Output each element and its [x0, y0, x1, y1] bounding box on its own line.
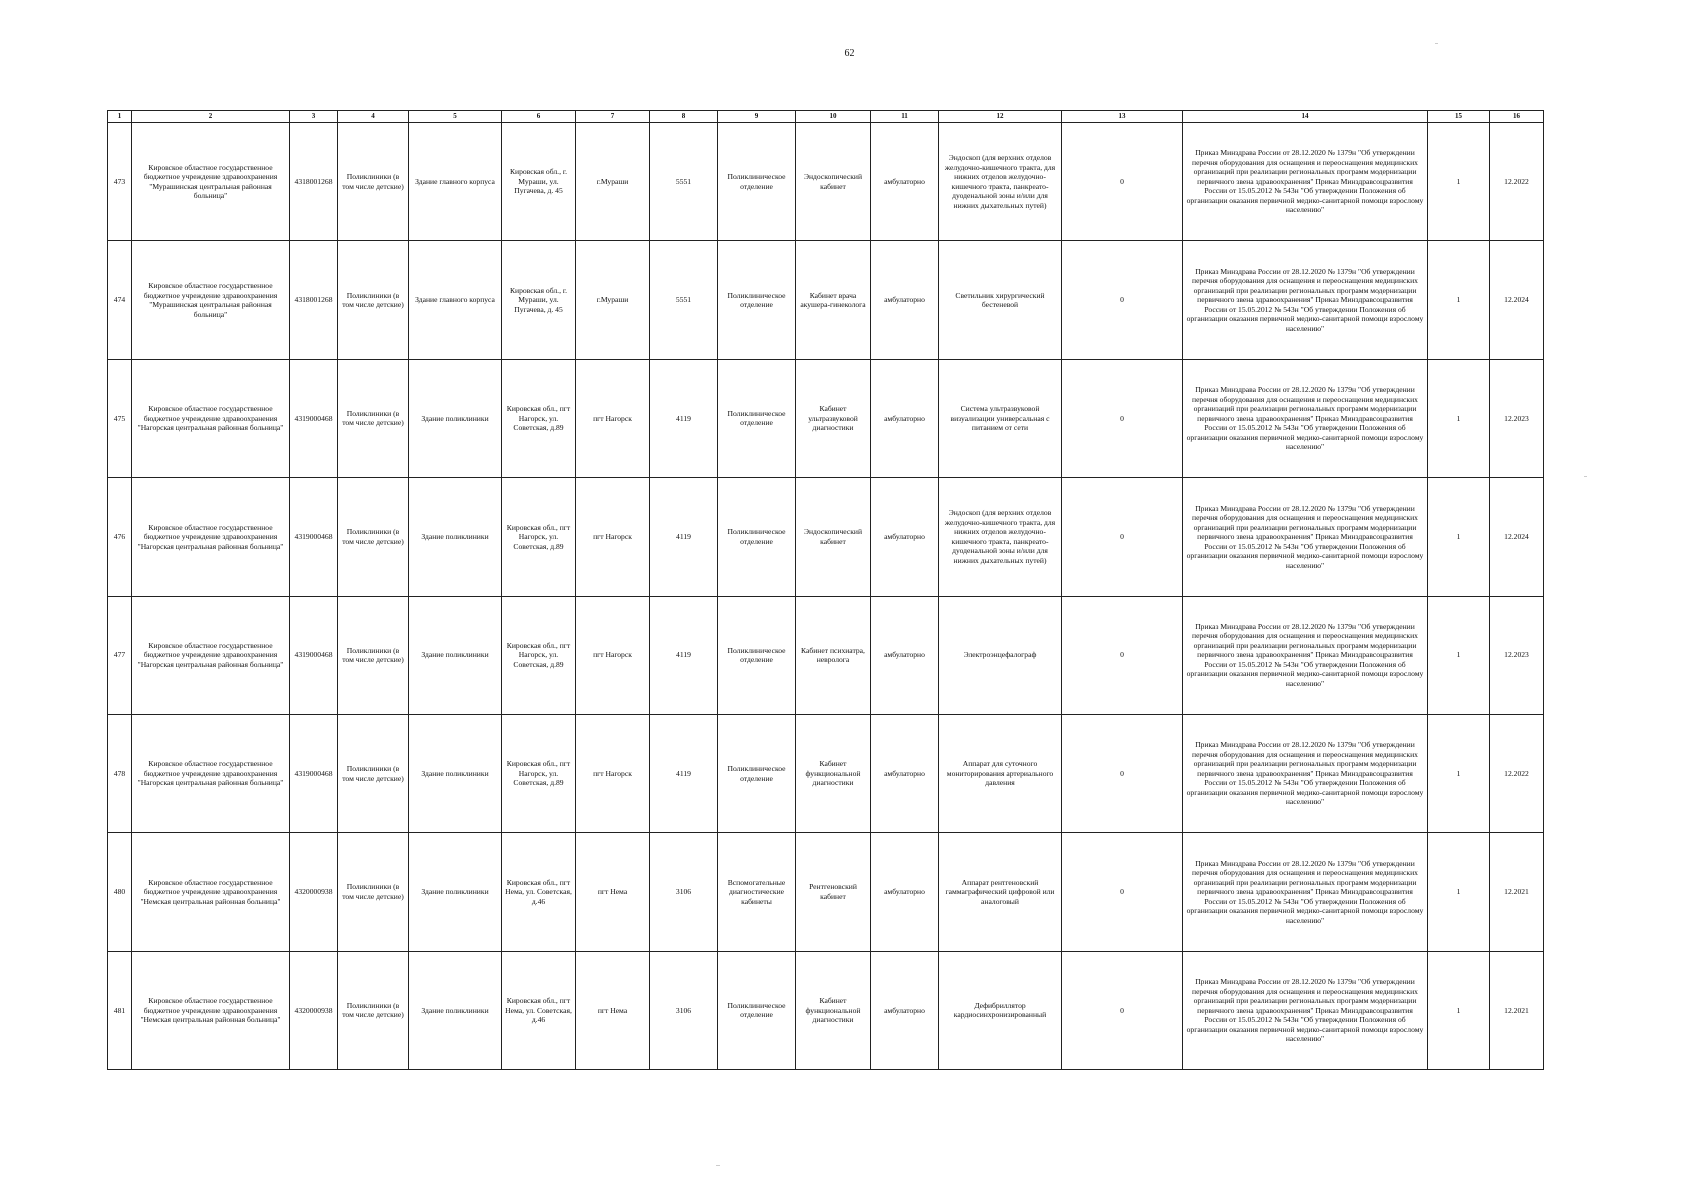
facility-type-cell: Поликлиники (в том числе детские) — [338, 123, 409, 241]
organization-name-cell: Кировское областное государственное бюджетное учреждение здравоохранения "Нагорская центральная районная больница" — [132, 478, 290, 596]
department-cell: Поликлиническое отделение — [718, 714, 796, 832]
equipment-name-cell: Система ультразвуковой визуализации универсальная с питанием от сети — [939, 359, 1062, 477]
inn-cell: 4320000938 — [290, 951, 338, 1069]
column-header-6: 6 — [502, 111, 576, 123]
equipment-name-cell: Эндоскоп (для верхних отделов желудочно-кишечного тракта, для нижних отделов желудочно-кишечного тракта, панкреато-дуоденальной зоны и/или для нижних дыхательных путей) — [939, 123, 1062, 241]
code-cell: 5551 — [650, 123, 718, 241]
count-cell: 1 — [1428, 951, 1490, 1069]
department-cell: Поликлиническое отделение — [718, 241, 796, 359]
scan-speck — [716, 1165, 720, 1166]
building-cell: Здание главного корпуса — [409, 123, 502, 241]
care-form-cell: амбулаторно — [871, 478, 939, 596]
quantity-cell: 0 — [1062, 714, 1183, 832]
equipment-name-cell: Аппарат для суточного мониторирования артериального давления — [939, 714, 1062, 832]
address-cell: Кировская обл., г. Мураши, ул. Пугачева, д. 45 — [502, 241, 576, 359]
care-form-cell: амбулаторно — [871, 241, 939, 359]
inn-cell: 4320000938 — [290, 833, 338, 951]
locality-cell: пгт Нагорск — [576, 478, 650, 596]
legal-basis-cell: Приказ Минздрава России от 28.12.2020 № 1379н "Об утверждении перечня оборудования для оснащения и переоснащения медицинских организаций при реализации региональных программ модернизации первичного звена здравоохранения" Приказ Минздравсоцразвития России от 15.05.2012 № 543н "Об утверждении Положения об организации оказания первичной медико-санитарной помощи взрослому населению" — [1183, 951, 1428, 1069]
legal-basis-cell: Приказ Минздрава России от 28.12.2020 № 1379н "Об утверждении перечня оборудования для оснащения и переоснащения медицинских организаций при реализации региональных программ модернизации первичного звена здравоохранения" Приказ Минздравсоцразвития России от 15.05.2012 № 543н "Об утверждении Положения об организации оказания первичной медико-санитарной помощи взрослому населению" — [1183, 123, 1428, 241]
count-cell: 1 — [1428, 596, 1490, 714]
table-row — [108, 596, 1544, 714]
equipment-register-table — [107, 110, 1544, 1070]
column-header-5: 5 — [409, 111, 502, 123]
equipment-name-cell: Эндоскоп (для верхних отделов желудочно-кишечного тракта, для нижних отделов желудочно-кишечного тракта, панкреато-дуоденальной зоны и/или для нижних дыхательных путей) — [939, 478, 1062, 596]
quantity-cell: 0 — [1062, 359, 1183, 477]
building-cell: Здание поликлиники — [409, 951, 502, 1069]
address-cell: Кировская обл., пгт Нагорск, ул. Советская, д.89 — [502, 359, 576, 477]
organization-name-cell: Кировское областное государственное бюджетное учреждение здравоохранения "Немская центральная районная больница" — [132, 833, 290, 951]
deadline-cell: 12.2022 — [1490, 714, 1544, 832]
quantity-cell: 0 — [1062, 833, 1183, 951]
table-row — [108, 951, 1544, 1069]
row-number-cell: 481 — [108, 951, 132, 1069]
row-number-cell: 478 — [108, 714, 132, 832]
code-cell: 4119 — [650, 596, 718, 714]
inn-cell: 4319000468 — [290, 596, 338, 714]
count-cell: 1 — [1428, 833, 1490, 951]
locality-cell: пгт Нема — [576, 833, 650, 951]
locality-cell: пгт Нагорск — [576, 714, 650, 832]
code-cell: 5551 — [650, 241, 718, 359]
building-cell: Здание поликлиники — [409, 359, 502, 477]
table-row — [108, 478, 1544, 596]
count-cell: 1 — [1428, 714, 1490, 832]
column-header-10: 10 — [796, 111, 871, 123]
deadline-cell: 12.2023 — [1490, 359, 1544, 477]
legal-basis-cell: Приказ Минздрава России от 28.12.2020 № 1379н "Об утверждении перечня оборудования для оснащения и переоснащения медицинских организаций при реализации региональных программ модернизации первичного звена здравоохранения" Приказ Минздравсоцразвития России от 15.05.2012 № 543н "Об утверждении Положения об организации оказания первичной медико-санитарной помощи взрослому населению" — [1183, 241, 1428, 359]
address-cell: Кировская обл., пгт Нагорск, ул. Советская, д.89 — [502, 596, 576, 714]
column-header-13: 13 — [1062, 111, 1183, 123]
facility-type-cell: Поликлиники (в том числе детские) — [338, 241, 409, 359]
cabinet-cell: Кабинет ультразвуковой диагностики — [796, 359, 871, 477]
column-header-1: 1 — [108, 111, 132, 123]
column-header-2: 2 — [132, 111, 290, 123]
legal-basis-cell: Приказ Минздрава России от 28.12.2020 № 1379н "Об утверждении перечня оборудования для оснащения и переоснащения медицинских организаций при реализации региональных программ модернизации первичного звена здравоохранения" Приказ Минздравсоцразвития России от 15.05.2012 № 543н "Об утверждении Положения об организации оказания первичной медико-санитарной помощи взрослому населению" — [1183, 833, 1428, 951]
count-cell: 1 — [1428, 359, 1490, 477]
locality-cell: пгт Нагорск — [576, 359, 650, 477]
facility-type-cell: Поликлиники (в том числе детские) — [338, 478, 409, 596]
legal-basis-cell: Приказ Минздрава России от 28.12.2020 № 1379н "Об утверждении перечня оборудования для оснащения и переоснащения медицинских организаций при реализации региональных программ модернизации первичного звена здравоохранения" Приказ Минздравсоцразвития России от 15.05.2012 № 543н "Об утверждении Положения об организации оказания первичной медико-санитарной помощи взрослому населению" — [1183, 596, 1428, 714]
care-form-cell: амбулаторно — [871, 596, 939, 714]
inn-cell: 4319000468 — [290, 714, 338, 832]
cabinet-cell: Кабинет врача акушера-гинеколога — [796, 241, 871, 359]
column-header-8: 8 — [650, 111, 718, 123]
building-cell: Здание поликлиники — [409, 478, 502, 596]
table-header-row — [108, 111, 1544, 123]
column-header-14: 14 — [1183, 111, 1428, 123]
building-cell: Здание поликлиники — [409, 714, 502, 832]
address-cell: Кировская обл., г. Мураши, ул. Пугачева, д. 45 — [502, 123, 576, 241]
department-cell: Поликлиническое отделение — [718, 596, 796, 714]
code-cell: 4119 — [650, 478, 718, 596]
care-form-cell: амбулаторно — [871, 951, 939, 1069]
row-number-cell: 473 — [108, 123, 132, 241]
cabinet-cell: Рентгеновский кабинет — [796, 833, 871, 951]
column-header-16: 16 — [1490, 111, 1544, 123]
care-form-cell: амбулаторно — [871, 123, 939, 241]
row-number-cell: 480 — [108, 833, 132, 951]
building-cell: Здание поликлиники — [409, 596, 502, 714]
quantity-cell: 0 — [1062, 241, 1183, 359]
organization-name-cell: Кировское областное государственное бюджетное учреждение здравоохранения "Нагорская центральная районная больница" — [132, 714, 290, 832]
legal-basis-cell: Приказ Минздрава России от 28.12.2020 № 1379н "Об утверждении перечня оборудования для оснащения и переоснащения медицинских организаций при реализации региональных программ модернизации первичного звена здравоохранения" Приказ Минздравсоцразвития России от 15.05.2012 № 543н "Об утверждении Положения об организации оказания первичной медико-санитарной помощи взрослому населению" — [1183, 714, 1428, 832]
facility-type-cell: Поликлиники (в том числе детские) — [338, 714, 409, 832]
facility-type-cell: Поликлиники (в том числе детские) — [338, 833, 409, 951]
equipment-name-cell: Аппарат рентгеновский гаммаграфический цифровой или аналоговый — [939, 833, 1062, 951]
address-cell: Кировская обл., пгт Нема, ул. Советская, д.46 — [502, 951, 576, 1069]
scan-speck — [1435, 43, 1438, 44]
cabinet-cell: Эндоскопический кабинет — [796, 478, 871, 596]
count-cell: 1 — [1428, 241, 1490, 359]
department-cell: Поликлиническое отделение — [718, 478, 796, 596]
organization-name-cell: Кировское областное государственное бюджетное учреждение здравоохранения "Нагорская центральная районная больница" — [132, 596, 290, 714]
column-header-4: 4 — [338, 111, 409, 123]
code-cell: 3106 — [650, 833, 718, 951]
page-number: 62 — [844, 48, 855, 59]
facility-type-cell: Поликлиники (в том числе детские) — [338, 596, 409, 714]
locality-cell: пгт Нема — [576, 951, 650, 1069]
deadline-cell: 12.2021 — [1490, 833, 1544, 951]
cabinet-cell: Кабинет функциональной диагностики — [796, 951, 871, 1069]
care-form-cell: амбулаторно — [871, 714, 939, 832]
inn-cell: 4319000468 — [290, 478, 338, 596]
column-header-3: 3 — [290, 111, 338, 123]
table-row — [108, 241, 1544, 359]
organization-name-cell: Кировское областное государственное бюджетное учреждение здравоохранения "Мурашинская центральная районная больница" — [132, 241, 290, 359]
column-header-12: 12 — [939, 111, 1062, 123]
count-cell: 1 — [1428, 123, 1490, 241]
column-header-11: 11 — [871, 111, 939, 123]
code-cell: 4119 — [650, 714, 718, 832]
building-cell: Здание главного корпуса — [409, 241, 502, 359]
quantity-cell: 0 — [1062, 478, 1183, 596]
table-row — [108, 833, 1544, 951]
cabinet-cell: Эндоскопический кабинет — [796, 123, 871, 241]
legal-basis-cell: Приказ Минздрава России от 28.12.2020 № 1379н "Об утверждении перечня оборудования для оснащения и переоснащения медицинских организаций при реализации региональных программ модернизации первичного звена здравоохранения" Приказ Минздравсоцразвития России от 15.05.2012 № 543н "Об утверждении Положения об организации оказания первичной медико-санитарной помощи взрослому населению" — [1183, 478, 1428, 596]
inn-cell: 4319000468 — [290, 359, 338, 477]
facility-type-cell: Поликлиники (в том числе детские) — [338, 359, 409, 477]
cabinet-cell: Кабинет функциональной диагностики — [796, 714, 871, 832]
legal-basis-cell: Приказ Минздрава России от 28.12.2020 № 1379н "Об утверждении перечня оборудования для оснащения и переоснащения медицинских организаций при реализации региональных программ модернизации первичного звена здравоохранения" Приказ Минздравсоцразвития России от 15.05.2012 № 543н "Об утверждении Положения об организации оказания первичной медико-санитарной помощи взрослому населению" — [1183, 359, 1428, 477]
deadline-cell: 12.2022 — [1490, 123, 1544, 241]
department-cell: Вспомогательные диагностические кабинеты — [718, 833, 796, 951]
facility-type-cell: Поликлиники (в том числе детские) — [338, 951, 409, 1069]
column-header-15: 15 — [1428, 111, 1490, 123]
column-header-9: 9 — [718, 111, 796, 123]
address-cell: Кировская обл., пгт Нагорск, ул. Советская, д.89 — [502, 478, 576, 596]
inn-cell: 4318001268 — [290, 123, 338, 241]
table-row — [108, 714, 1544, 832]
deadline-cell: 12.2024 — [1490, 241, 1544, 359]
equipment-name-cell: Светильник хирургический бестеневой — [939, 241, 1062, 359]
row-number-cell: 475 — [108, 359, 132, 477]
address-cell: Кировская обл., пгт Нагорск, ул. Советская, д.89 — [502, 714, 576, 832]
address-cell: Кировская обл., пгт Нема, ул. Советская, д.46 — [502, 833, 576, 951]
department-cell: Поликлиническое отделение — [718, 951, 796, 1069]
care-form-cell: амбулаторно — [871, 833, 939, 951]
count-cell: 1 — [1428, 478, 1490, 596]
quantity-cell: 0 — [1062, 951, 1183, 1069]
locality-cell: г.Мураши — [576, 241, 650, 359]
column-header-7: 7 — [576, 111, 650, 123]
building-cell: Здание поликлиники — [409, 833, 502, 951]
row-number-cell: 474 — [108, 241, 132, 359]
equipment-name-cell: Дефибриллятор кардиосинхронизированный — [939, 951, 1062, 1069]
care-form-cell: амбулаторно — [871, 359, 939, 477]
quantity-cell: 0 — [1062, 123, 1183, 241]
organization-name-cell: Кировское областное государственное бюджетное учреждение здравоохранения "Мурашинская центральная районная больница" — [132, 123, 290, 241]
locality-cell: пгт Нагорск — [576, 596, 650, 714]
quantity-cell: 0 — [1062, 596, 1183, 714]
scan-speck — [1584, 476, 1587, 477]
organization-name-cell: Кировское областное государственное бюджетное учреждение здравоохранения "Нагорская центральная районная больница" — [132, 359, 290, 477]
organization-name-cell: Кировское областное государственное бюджетное учреждение здравоохранения "Немская центральная районная больница" — [132, 951, 290, 1069]
deadline-cell: 12.2021 — [1490, 951, 1544, 1069]
locality-cell: г.Мураши — [576, 123, 650, 241]
equipment-name-cell: Электроэнцефалограф — [939, 596, 1062, 714]
row-number-cell: 477 — [108, 596, 132, 714]
department-cell: Поликлиническое отделение — [718, 359, 796, 477]
inn-cell: 4318001268 — [290, 241, 338, 359]
code-cell: 3106 — [650, 951, 718, 1069]
department-cell: Поликлиническое отделение — [718, 123, 796, 241]
row-number-cell: 476 — [108, 478, 132, 596]
table-row — [108, 359, 1544, 477]
deadline-cell: 12.2023 — [1490, 596, 1544, 714]
deadline-cell: 12.2024 — [1490, 478, 1544, 596]
code-cell: 4119 — [650, 359, 718, 477]
table-row — [108, 123, 1544, 241]
cabinet-cell: Кабинет психиатра, невролога — [796, 596, 871, 714]
